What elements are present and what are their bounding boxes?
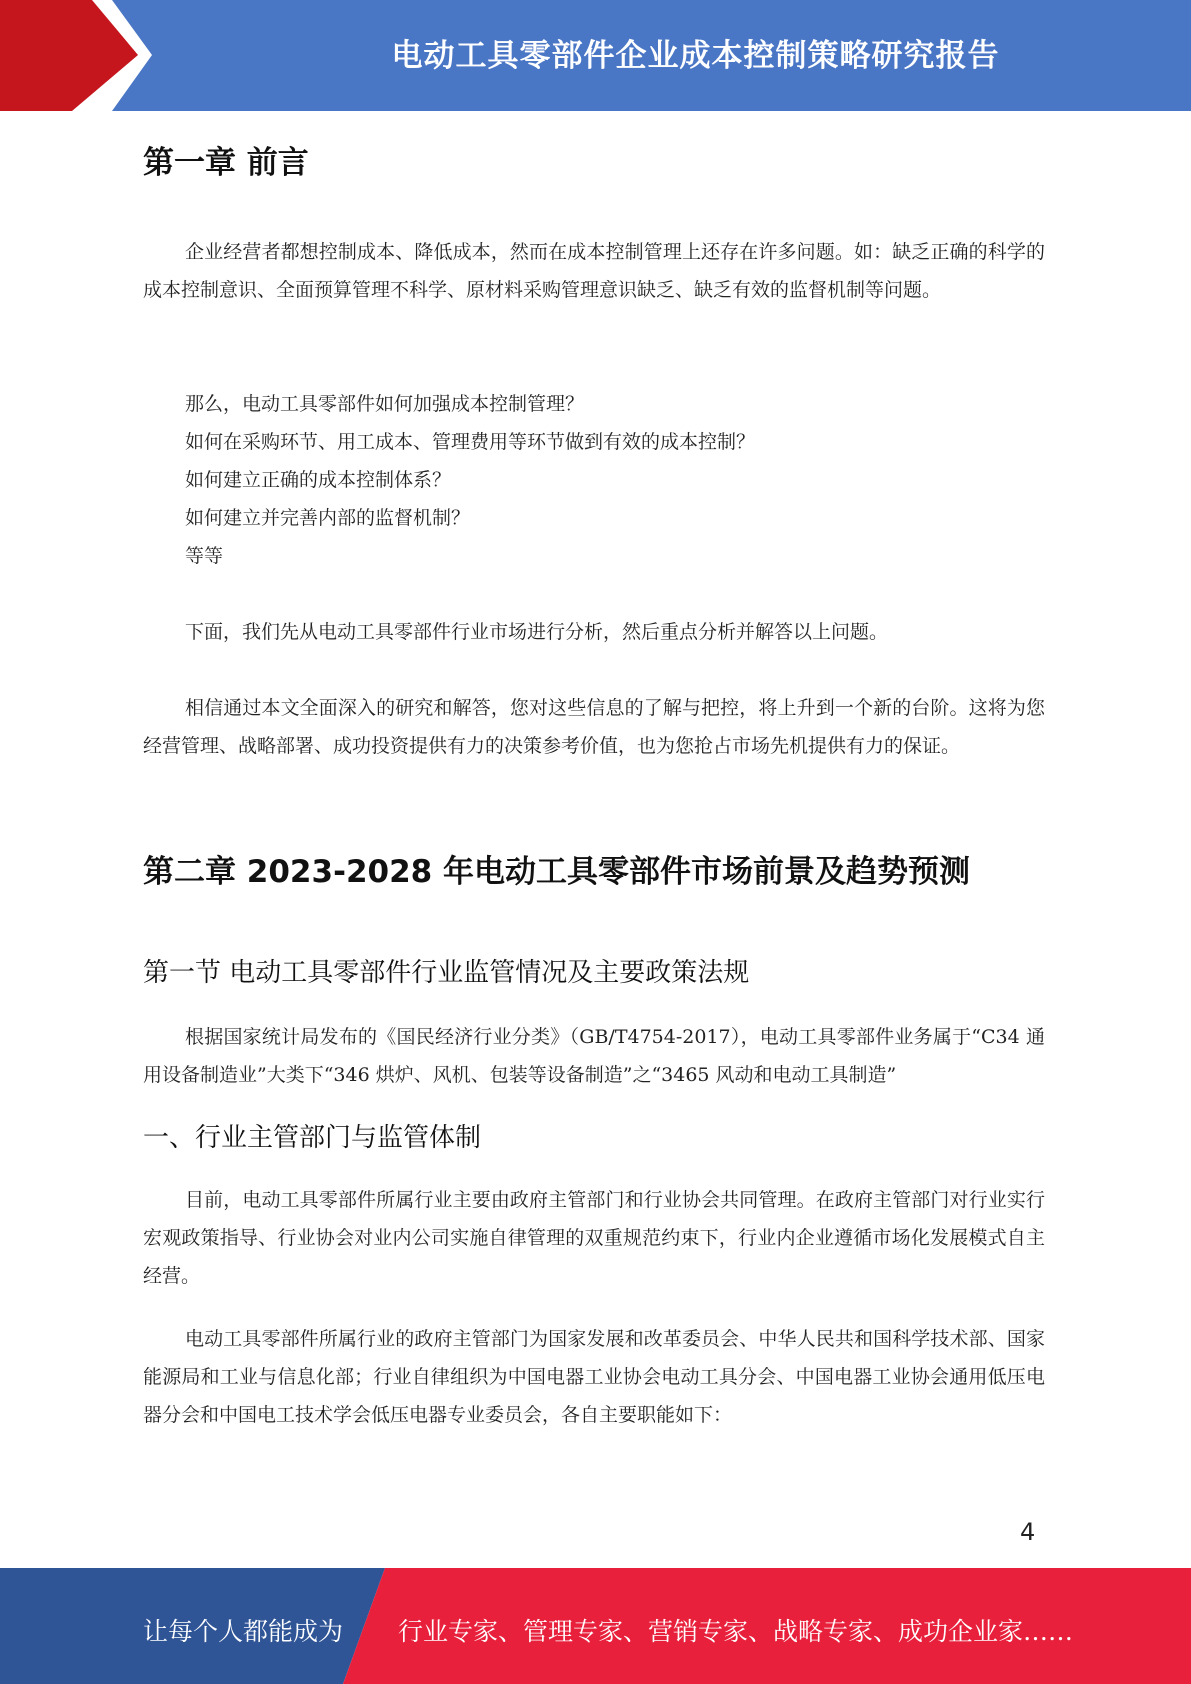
subsection1-heading: 一、行业主管部门与监管体制 xyxy=(143,1123,482,1153)
subsection1-paragraph-1: 目前，电动工具零部件所属行业主要由政府主管部门和行业协会共同管理。在政府主管部门对行业实行宏观政策指导、行业协会对业内公司实施自律管理的双重规范约束下，行业内企业遵循市场化发展模式自主经营。 xyxy=(143,1189,1045,1287)
footer-slogan-left: 让每个人都能成为 xyxy=(143,1617,344,1646)
chapter1-paragraph-1: 企业经营者都想控制成本、降低成本，然而在成本控制管理上还存在许多问题。如：缺乏正确的科学的成本控制意识、全面预算管理不科学、原材料采购管理意识缺乏、缺乏有效的监督机制等问题。 xyxy=(143,241,1045,301)
section1-heading: 第一节 电动工具零部件行业监管情况及主要政策法规 xyxy=(143,958,750,988)
question-line-5: 等等 xyxy=(185,545,224,567)
section1-paragraph: 根据国家统计局发布的《国民经济行业分类》（GB/T4754-2017），电动工具零部件业务属于“C34 通用设备制造业”大类下“346 烘炉、风机、包装等设备制造”之“3465 风动和电动工具制造” xyxy=(143,1026,1045,1086)
page-header xyxy=(0,0,1191,111)
chapter2-heading: 第二章 2023-2028 年电动工具零部件市场前景及趋势预测 xyxy=(143,854,971,890)
question-line-4: 如何建立并完善内部的监督机制？ xyxy=(185,507,471,529)
question-line-1: 那么，电动工具零部件如何加强成本控制管理？ xyxy=(185,393,585,415)
subsection1-paragraph-2: 电动工具零部件所属行业的政府主管部门为国家发展和改革委员会、中华人民共和国科学技术部、国家能源局和工业与信息化部；行业自律组织为中国电器工业协会电动工具分会、中国电器工业协会通用低压电器分会和中国电工技术学会低压电器专业委员会，各自主要职能如下： xyxy=(143,1328,1045,1426)
page-footer xyxy=(0,1568,1191,1684)
chapter1-paragraph-2: 下面，我们先从电动工具零部件行业市场进行分析，然后重点分析并解答以上问题。 xyxy=(185,621,889,643)
chapter1-paragraph-3: 相信通过本文全面深入的研究和解答，您对这些信息的了解与把控，将上升到一个新的台阶。这将为您经营管理、战略部署、成功投资提供有力的决策参考价值，也为您抢占市场先机提供有力的保证。 xyxy=(143,697,1045,757)
footer-slogan-right: 行业专家、管理专家、营销专家、战略专家、成功企业家…… xyxy=(398,1617,1074,1646)
question-line-2: 如何在采购环节、用工成本、管理费用等环节做到有效的成本控制？ xyxy=(185,431,756,453)
chapter1-heading: 第一章 前言 xyxy=(143,145,309,181)
page-number: 4 xyxy=(1020,1518,1036,1546)
report-title: 电动工具零部件企业成本控制策略研究报告 xyxy=(391,38,1000,74)
question-line-3: 如何建立正确的成本控制体系？ xyxy=(185,469,452,491)
